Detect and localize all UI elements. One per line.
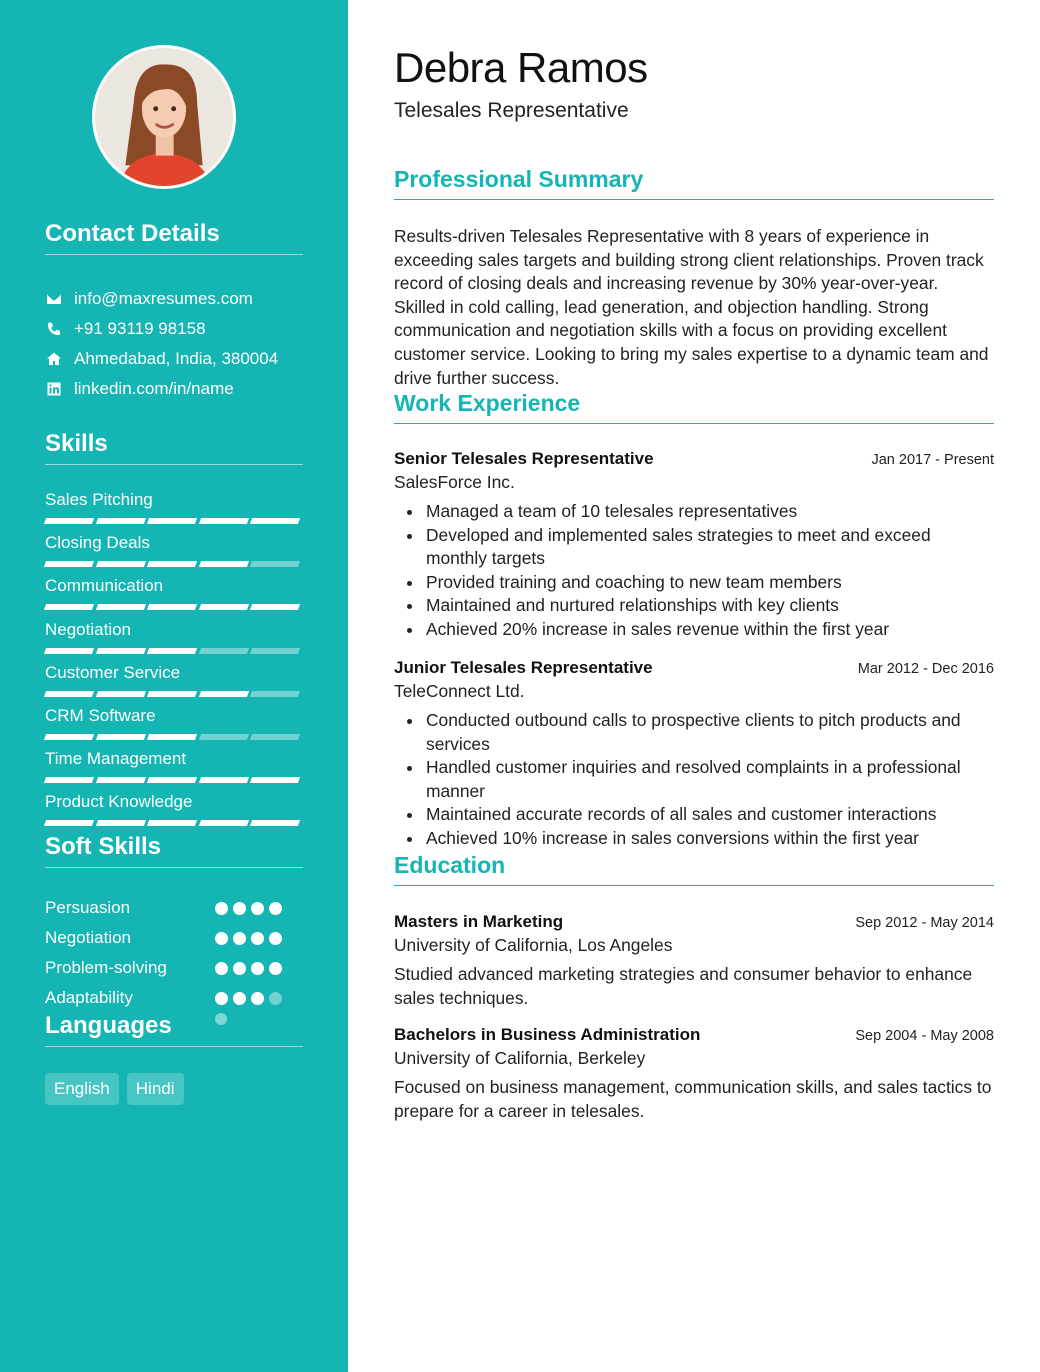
job-entry	[394, 658, 994, 851]
skill-level-segment	[250, 518, 300, 524]
job-company: SalesForce Inc.	[394, 472, 515, 492]
soft-skill-item	[45, 893, 303, 923]
skill-item	[45, 531, 303, 574]
rating-dot	[215, 932, 228, 945]
skill-level-segment	[44, 691, 94, 697]
contact-email[interactable]	[45, 284, 315, 314]
skill-level-bar	[45, 518, 303, 524]
skill-name: Negotiation	[45, 619, 132, 639]
skill-level-segment	[250, 648, 300, 654]
soft-skill-rating	[215, 992, 282, 1005]
skill-level-bar	[45, 777, 303, 783]
skill-level-segment	[96, 820, 146, 826]
skill-item	[45, 574, 303, 617]
skill-level-segment	[199, 648, 249, 654]
skill-level-segment	[147, 691, 197, 697]
skill-level-segment	[199, 561, 249, 567]
language-tag: Hindi	[127, 1073, 184, 1105]
skill-name: Sales Pitching	[45, 490, 153, 509]
job-bullet: Achieved 20% increase in sales revenue within the first year	[394, 618, 994, 642]
skill-level-segment	[147, 648, 197, 654]
skill-level-segment	[199, 734, 249, 740]
job-dates: Mar 2012 - Dec 2016	[857, 661, 994, 677]
skill-level-segment	[250, 561, 300, 567]
skill-level-segment	[44, 777, 94, 783]
soft-skill-item	[45, 923, 303, 953]
skill-level-bar	[45, 604, 303, 610]
skill-item	[45, 790, 303, 833]
skill-level-segment	[250, 777, 300, 783]
skill-level-segment	[250, 820, 300, 826]
education-entry	[394, 912, 994, 1010]
skill-item	[45, 661, 303, 704]
skill-level-segment	[96, 648, 146, 654]
job-bullet: Maintained accurate records of all sales and customer interactions	[394, 803, 994, 827]
skill-level-bar	[45, 820, 303, 826]
soft-skill-rating	[215, 902, 282, 915]
skill-level-segment	[147, 561, 197, 567]
rating-dot	[233, 992, 246, 1005]
job-title: Junior Telesales Representative	[394, 658, 653, 677]
skill-level-segment	[96, 604, 146, 610]
skill-level-segment	[199, 518, 249, 524]
skill-name: Product Knowledge	[45, 792, 193, 812]
education-dates: Sep 2012 - May 2014	[855, 915, 994, 931]
skill-level-segment	[44, 734, 94, 740]
rating-dot	[269, 992, 282, 1005]
contact-address	[45, 344, 315, 374]
contact-address-text: Ahmedabad, India, 380004	[74, 349, 279, 368]
rating-dot	[233, 902, 246, 915]
skill-level-segment	[250, 604, 300, 610]
school-name: University of California, Los Angeles	[394, 935, 673, 955]
skills-list	[45, 488, 303, 834]
skill-level-segment	[44, 518, 94, 524]
skill-level-segment	[44, 604, 94, 610]
rating-dot	[251, 962, 264, 975]
job-bullet: Provided training and coaching to new team members	[394, 571, 994, 595]
contact-list	[45, 284, 315, 404]
skill-level-segment	[96, 561, 146, 567]
skill-name: Closing Deals	[45, 533, 150, 553]
skill-level-bar	[45, 561, 303, 567]
job-bullet: Achieved 10% increase in sales conversions within the first year	[394, 827, 994, 851]
education-entry	[394, 1025, 994, 1123]
skill-level-segment	[199, 604, 249, 610]
linkedin-icon	[45, 380, 63, 398]
skill-level-segment	[96, 691, 146, 697]
job-title: Senior Telesales Representative	[394, 449, 654, 468]
languages-list	[45, 1073, 184, 1105]
soft-skill-name: Persuasion	[45, 898, 131, 917]
profile-photo	[92, 45, 236, 189]
rating-dot	[251, 932, 264, 945]
portrait-image	[95, 48, 233, 186]
soft-skill-name: Negotiation	[45, 928, 132, 947]
contact-heading: Contact Details	[45, 220, 303, 255]
soft-skills-list	[45, 893, 303, 1013]
contact-linkedin[interactable]	[45, 374, 315, 404]
summary-text: Results-driven Telesales Representative with 8 years of experience in exceeding sales targets and building strong client relationships. Proven track record of closing deals and increasing revenue by 30% year-over-year. Skilled in cold calling, lead generation, and objection handling. Strong communication and negotiation skills with a focus on providing excellent customer service. Looking to bring my sales expertise to a dynamic team and drive further success.	[394, 226, 989, 388]
contact-phone[interactable]	[45, 314, 315, 344]
skill-level-bar	[45, 734, 303, 740]
job-bullet: Maintained and nurtured relationships with key clients	[394, 594, 994, 618]
soft-skill-name: Problem-solving	[45, 958, 167, 977]
rating-dot	[215, 962, 228, 975]
sidebar	[0, 0, 348, 1372]
skill-level-segment	[44, 820, 94, 826]
contact-phone-text: +91 93119 98158	[74, 319, 206, 338]
skills-heading: Skills	[45, 430, 303, 465]
candidate-title: Telesales Representative	[394, 99, 629, 122]
contact-linkedin-text: linkedin.com/in/name	[74, 379, 234, 398]
education-dates: Sep 2004 - May 2008	[855, 1028, 994, 1044]
skill-level-segment	[44, 648, 94, 654]
skill-item	[45, 488, 303, 531]
skill-level-segment	[250, 691, 300, 697]
skill-level-segment	[96, 734, 146, 740]
skill-name: Time Management	[45, 749, 187, 769]
skill-level-segment	[250, 734, 300, 740]
skill-level-segment	[44, 561, 94, 567]
experience-heading: Work Experience	[394, 390, 994, 424]
job-bullet: Conducted outbound calls to prospective clients to pitch products and services	[394, 709, 994, 756]
rating-dot	[215, 992, 228, 1005]
skill-item	[45, 618, 303, 661]
skill-level-segment	[147, 604, 197, 610]
rating-dot	[269, 962, 282, 975]
skill-level-segment	[147, 734, 197, 740]
soft-skill-item	[45, 953, 303, 983]
rating-dot	[269, 932, 282, 945]
school-name: University of California, Berkeley	[394, 1048, 646, 1068]
rating-dot	[251, 992, 264, 1005]
education-description: Studied advanced marketing strategies and consumer behavior to enhance sales techniques.	[394, 964, 973, 1008]
rating-dot	[233, 962, 246, 975]
skill-level-segment	[147, 820, 197, 826]
job-bullets	[394, 709, 994, 851]
skill-level-segment	[199, 820, 249, 826]
job-bullets	[394, 500, 994, 642]
skill-item	[45, 747, 303, 790]
home-icon	[45, 350, 63, 368]
job-bullet: Handled customer inquiries and resolved complaints in a professional manner	[394, 756, 994, 803]
skill-level-segment	[96, 777, 146, 783]
skill-level-segment	[147, 518, 197, 524]
contact-email-text: info@maxresumes.com	[74, 289, 253, 308]
soft-skill-rating	[215, 932, 282, 945]
languages-heading: Languages	[45, 1012, 303, 1047]
language-tag: English	[45, 1073, 119, 1105]
skill-level-segment	[96, 518, 146, 524]
rating-dot	[269, 902, 282, 915]
job-dates: Jan 2017 - Present	[871, 452, 994, 468]
skill-level-segment	[199, 691, 249, 697]
rating-dot	[215, 902, 228, 915]
envelope-icon	[45, 290, 63, 308]
job-bullet: Developed and implemented sales strategies to meet and exceed monthly targets	[394, 524, 994, 571]
soft-skill-item	[45, 983, 303, 1013]
phone-icon	[45, 320, 63, 338]
skill-level-bar	[45, 691, 303, 697]
degree-title: Masters in Marketing	[394, 912, 564, 931]
skill-level-segment	[199, 777, 249, 783]
soft-skills-heading: Soft Skills	[45, 833, 303, 868]
skill-name: Communication	[45, 576, 164, 596]
education-heading: Education	[394, 852, 994, 886]
degree-title: Bachelors in Business Administration	[394, 1025, 701, 1044]
job-bullet: Managed a team of 10 telesales representatives	[394, 500, 994, 524]
summary-heading: Professional Summary	[394, 166, 994, 200]
skill-item	[45, 704, 303, 747]
skill-name: Customer Service	[45, 662, 181, 682]
soft-skill-rating	[215, 962, 282, 975]
soft-skill-name: Adaptability	[45, 988, 133, 1007]
education-description: Focused on business management, communication skills, and sales tactics to prepare for a career in telesales.	[394, 1077, 992, 1121]
skill-level-segment	[147, 777, 197, 783]
job-entry	[394, 449, 994, 642]
job-company: TeleConnect Ltd.	[394, 681, 525, 701]
rating-dot	[251, 902, 264, 915]
skill-level-bar	[45, 648, 303, 654]
skill-name: CRM Software	[45, 705, 156, 725]
rating-dot	[233, 932, 246, 945]
candidate-name: Debra Ramos	[394, 44, 648, 91]
